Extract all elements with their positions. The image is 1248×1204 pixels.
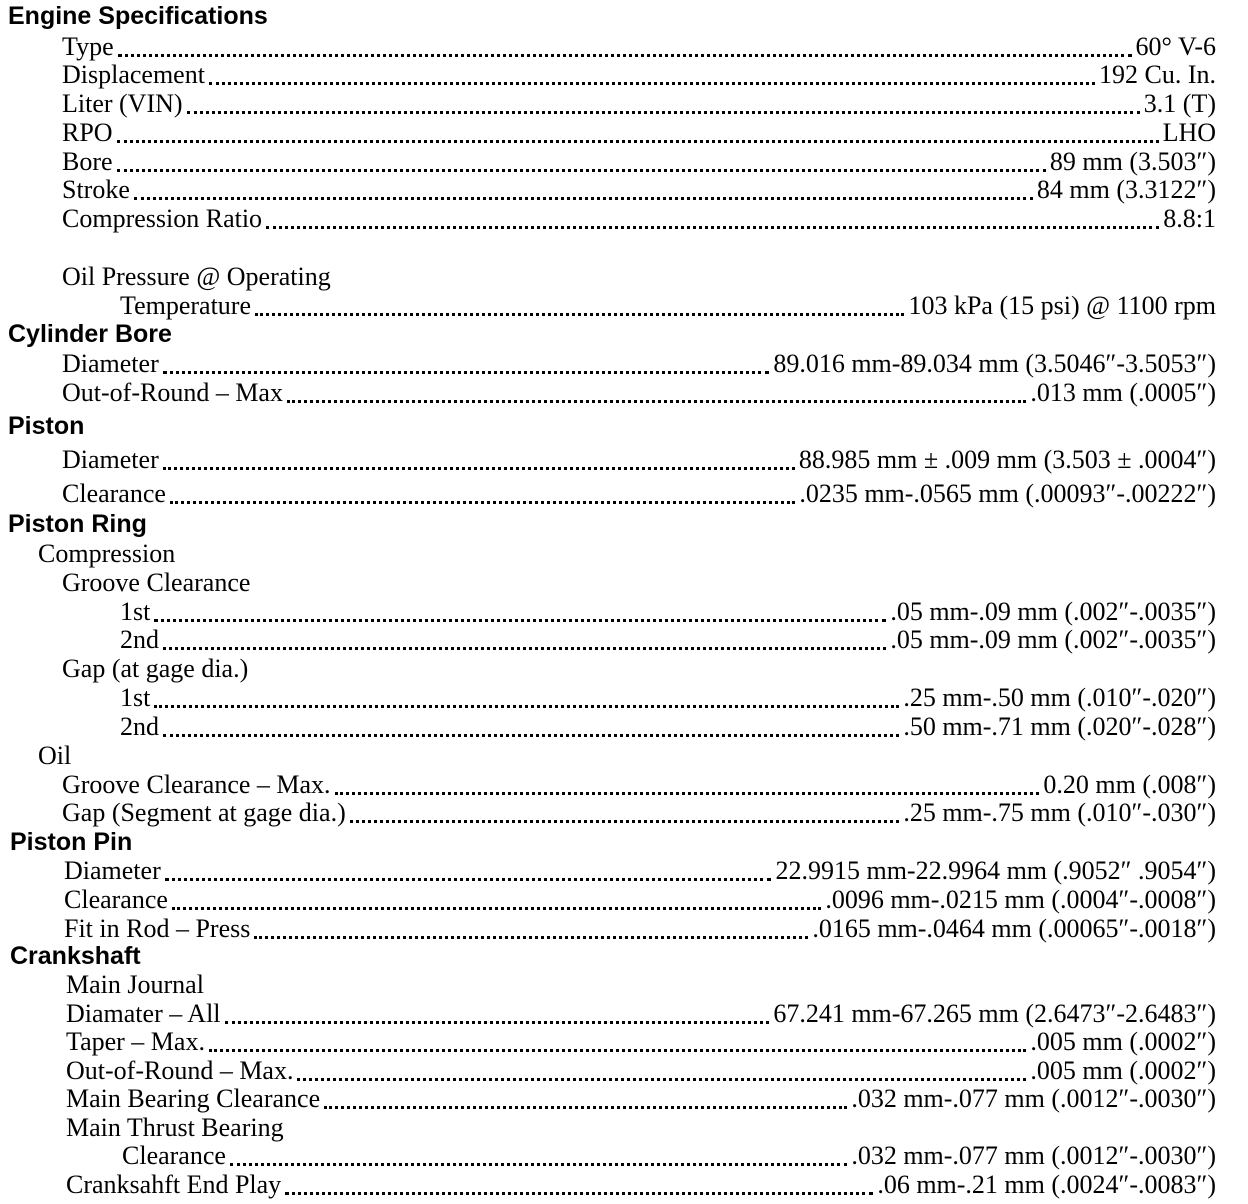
leader-dots: [163, 726, 899, 737]
leader-dots: [170, 493, 795, 504]
sub-header: Groove Clearance: [62, 568, 251, 597]
leader-dots: [297, 1070, 1026, 1081]
spec-label: Clearance: [122, 1141, 226, 1170]
sub-header-row: [0, 654, 1248, 683]
spec-value: .0235 mm-.0565 mm (.00093″-.00222″): [799, 479, 1216, 508]
spec-value: .013 mm (.0005″): [1030, 378, 1216, 407]
sub-header-row: [0, 539, 1248, 568]
spec-row: [0, 1141, 1248, 1170]
spec-label: 2nd: [120, 712, 159, 741]
section-title: Cylinder Bore: [8, 320, 172, 348]
spec-label: Diameter: [62, 445, 159, 474]
spec-value: 103 kPa (15 psi) @ 1100 rpm: [908, 291, 1216, 320]
spec-row: [0, 175, 1248, 204]
sub-header-row: [0, 970, 1248, 999]
leader-dots: [134, 189, 1033, 200]
spec-value: .06 mm-.21 mm (.0024″-.0083″): [877, 1170, 1216, 1199]
sub-header-row: [0, 1113, 1248, 1142]
spec-value: 192 Cu. In.: [1099, 60, 1216, 89]
spec-label: Clearance: [62, 479, 166, 508]
leader-dots: [209, 1041, 1026, 1052]
section-title: Piston Ring: [8, 510, 147, 538]
spec-value: .05 mm-.09 mm (.002″-.0035″): [890, 597, 1216, 626]
spec-value: .25 mm-.75 mm (.010″-.030″): [903, 798, 1216, 827]
spec-value: 60° V-6: [1135, 32, 1216, 61]
spec-value: 3.1 (T): [1143, 89, 1216, 118]
section-title: Piston Pin: [10, 828, 133, 856]
section-piston-ring: [0, 510, 1248, 539]
leader-dots: [254, 928, 808, 939]
spec-label: Temperature: [120, 291, 251, 320]
spec-value: .50 mm-.71 mm (.020″-.028″): [903, 712, 1216, 741]
section-title: Crankshaft: [10, 942, 141, 970]
sub-header-row: [0, 568, 1248, 597]
spec-value: LHO: [1162, 118, 1216, 147]
leader-dots: [163, 363, 770, 374]
spec-row: [0, 60, 1248, 89]
section-cylinder-bore: [0, 320, 1248, 349]
spec-label: Displacement: [62, 60, 205, 89]
spec-row: [0, 770, 1248, 799]
spec-value: .032 mm-.077 mm (.0012″-.0030″): [851, 1084, 1216, 1113]
leader-dots: [165, 870, 772, 881]
spec-label: Compression Ratio: [62, 204, 263, 233]
spec-row: [0, 712, 1248, 741]
leader-dots: [172, 899, 821, 910]
spec-value: .0165 mm-.0464 mm (.00065″-.0018″): [812, 914, 1216, 943]
sub-header: Compression: [38, 539, 176, 568]
spec-row: [0, 445, 1248, 474]
spec-value: 88.985 mm ± .009 mm (3.503 ± .0004″): [798, 445, 1216, 474]
spec-value: 89 mm (3.503″): [1049, 147, 1216, 176]
spec-value: 22.9915 mm-22.9964 mm (.9052″ .9054″): [775, 856, 1216, 885]
spec-label: RPO: [62, 118, 113, 147]
leader-dots: [163, 459, 795, 470]
spec-row: [0, 118, 1248, 147]
leader-dots: [118, 46, 1132, 57]
spec-row: [0, 1056, 1248, 1085]
spec-label: Out-of-Round – Max: [62, 378, 283, 407]
leader-dots: [209, 74, 1095, 85]
leader-dots: [285, 1184, 873, 1195]
section-piston: [0, 412, 1248, 441]
leader-dots: [350, 812, 900, 823]
spec-row: [0, 479, 1248, 508]
leader-dots: [154, 697, 899, 708]
spec-label: Groove Clearance – Max.: [62, 770, 331, 799]
spec-value: 89.016 mm-89.034 mm (3.5046″-3.5053″): [773, 349, 1216, 378]
spec-row: [0, 1170, 1248, 1199]
leader-dots: [154, 611, 886, 622]
section-crankshaft: [0, 942, 1248, 971]
spec-label: Gap (Segment at gage dia.): [62, 798, 346, 827]
spec-label: Cranksahft End Play: [66, 1170, 282, 1199]
spec-row: [0, 885, 1248, 914]
spec-value: 67.241 mm-67.265 mm (2.6473″-2.6483″): [773, 999, 1216, 1028]
section-piston-pin: [0, 828, 1248, 857]
spec-label: Type: [62, 32, 114, 61]
spec-label: Stroke: [62, 175, 130, 204]
sub-header: Oil: [38, 741, 72, 770]
spec-row: [0, 914, 1248, 943]
spec-label: Diameter: [64, 856, 161, 885]
sub-header: Main Journal: [66, 970, 204, 999]
spec-value: 0.20 mm (.008″): [1043, 770, 1216, 799]
spec-row: [0, 1084, 1248, 1113]
spec-row: [0, 798, 1248, 827]
spec-row: [0, 291, 1248, 320]
spec-label: Taper – Max.: [66, 1027, 205, 1056]
leader-dots: [335, 784, 1040, 795]
spec-row: [0, 683, 1248, 712]
spec-value: .0096 mm-.0215 mm (.0004″-.0008″): [825, 885, 1216, 914]
spec-row: [0, 999, 1248, 1028]
spec-value: .005 mm (.0002″): [1030, 1027, 1216, 1056]
leader-dots: [266, 218, 1159, 229]
spec-label: Diamater – All: [66, 999, 221, 1028]
section-engine: [0, 2, 1248, 31]
spec-label: 2nd: [120, 625, 159, 654]
leader-dots: [255, 305, 904, 316]
section-title: Engine Specifications: [8, 2, 268, 30]
spec-row: [0, 349, 1248, 378]
spec-value: .032 mm-.077 mm (.0012″-.0030″): [851, 1141, 1216, 1170]
spec-row: [0, 32, 1248, 61]
spec-value: 84 mm (3.3122″): [1036, 175, 1216, 204]
spec-label: 1st: [120, 683, 151, 712]
spec-label: Out-of-Round – Max.: [66, 1056, 294, 1085]
leader-dots: [117, 161, 1046, 172]
sub-header: Main Thrust Bearing: [66, 1113, 284, 1142]
spec-value: .05 mm-.09 mm (.002″-.0035″): [890, 625, 1216, 654]
spec-row: [0, 1027, 1248, 1056]
sub-header: Gap (at gage dia.): [62, 654, 249, 683]
spec-label: Bore: [62, 147, 113, 176]
spec-label: Diameter: [62, 349, 159, 378]
section-title: Piston: [8, 412, 85, 440]
sub-header-row: [0, 741, 1248, 770]
spec-label: Main Bearing Clearance: [66, 1084, 321, 1113]
spec-value: 8.8:1: [1163, 204, 1216, 233]
spec-row: [0, 204, 1248, 233]
spec-row: [0, 856, 1248, 885]
leader-dots: [230, 1155, 847, 1166]
spec-row: [0, 625, 1248, 654]
sub-header: Oil Pressure @ Operating: [62, 262, 331, 291]
spec-label: Liter (VIN): [62, 89, 183, 118]
spec-label: Clearance: [64, 885, 168, 914]
spec-value: .005 mm (.0002″): [1030, 1056, 1216, 1085]
leader-dots: [287, 392, 1026, 403]
spec-row: [0, 89, 1248, 118]
spec-row: [0, 378, 1248, 407]
spec-label: Fit in Rod – Press: [64, 914, 251, 943]
sub-header-row: [0, 262, 1248, 291]
spec-row: [0, 147, 1248, 176]
leader-dots: [324, 1098, 847, 1109]
leader-dots: [225, 1013, 770, 1024]
leader-dots: [163, 639, 886, 650]
leader-dots: [187, 103, 1140, 114]
spec-value: .25 mm-.50 mm (.010″-.020″): [903, 683, 1216, 712]
spec-label: 1st: [120, 597, 151, 626]
leader-dots: [117, 132, 1159, 143]
spec-row: [0, 597, 1248, 626]
